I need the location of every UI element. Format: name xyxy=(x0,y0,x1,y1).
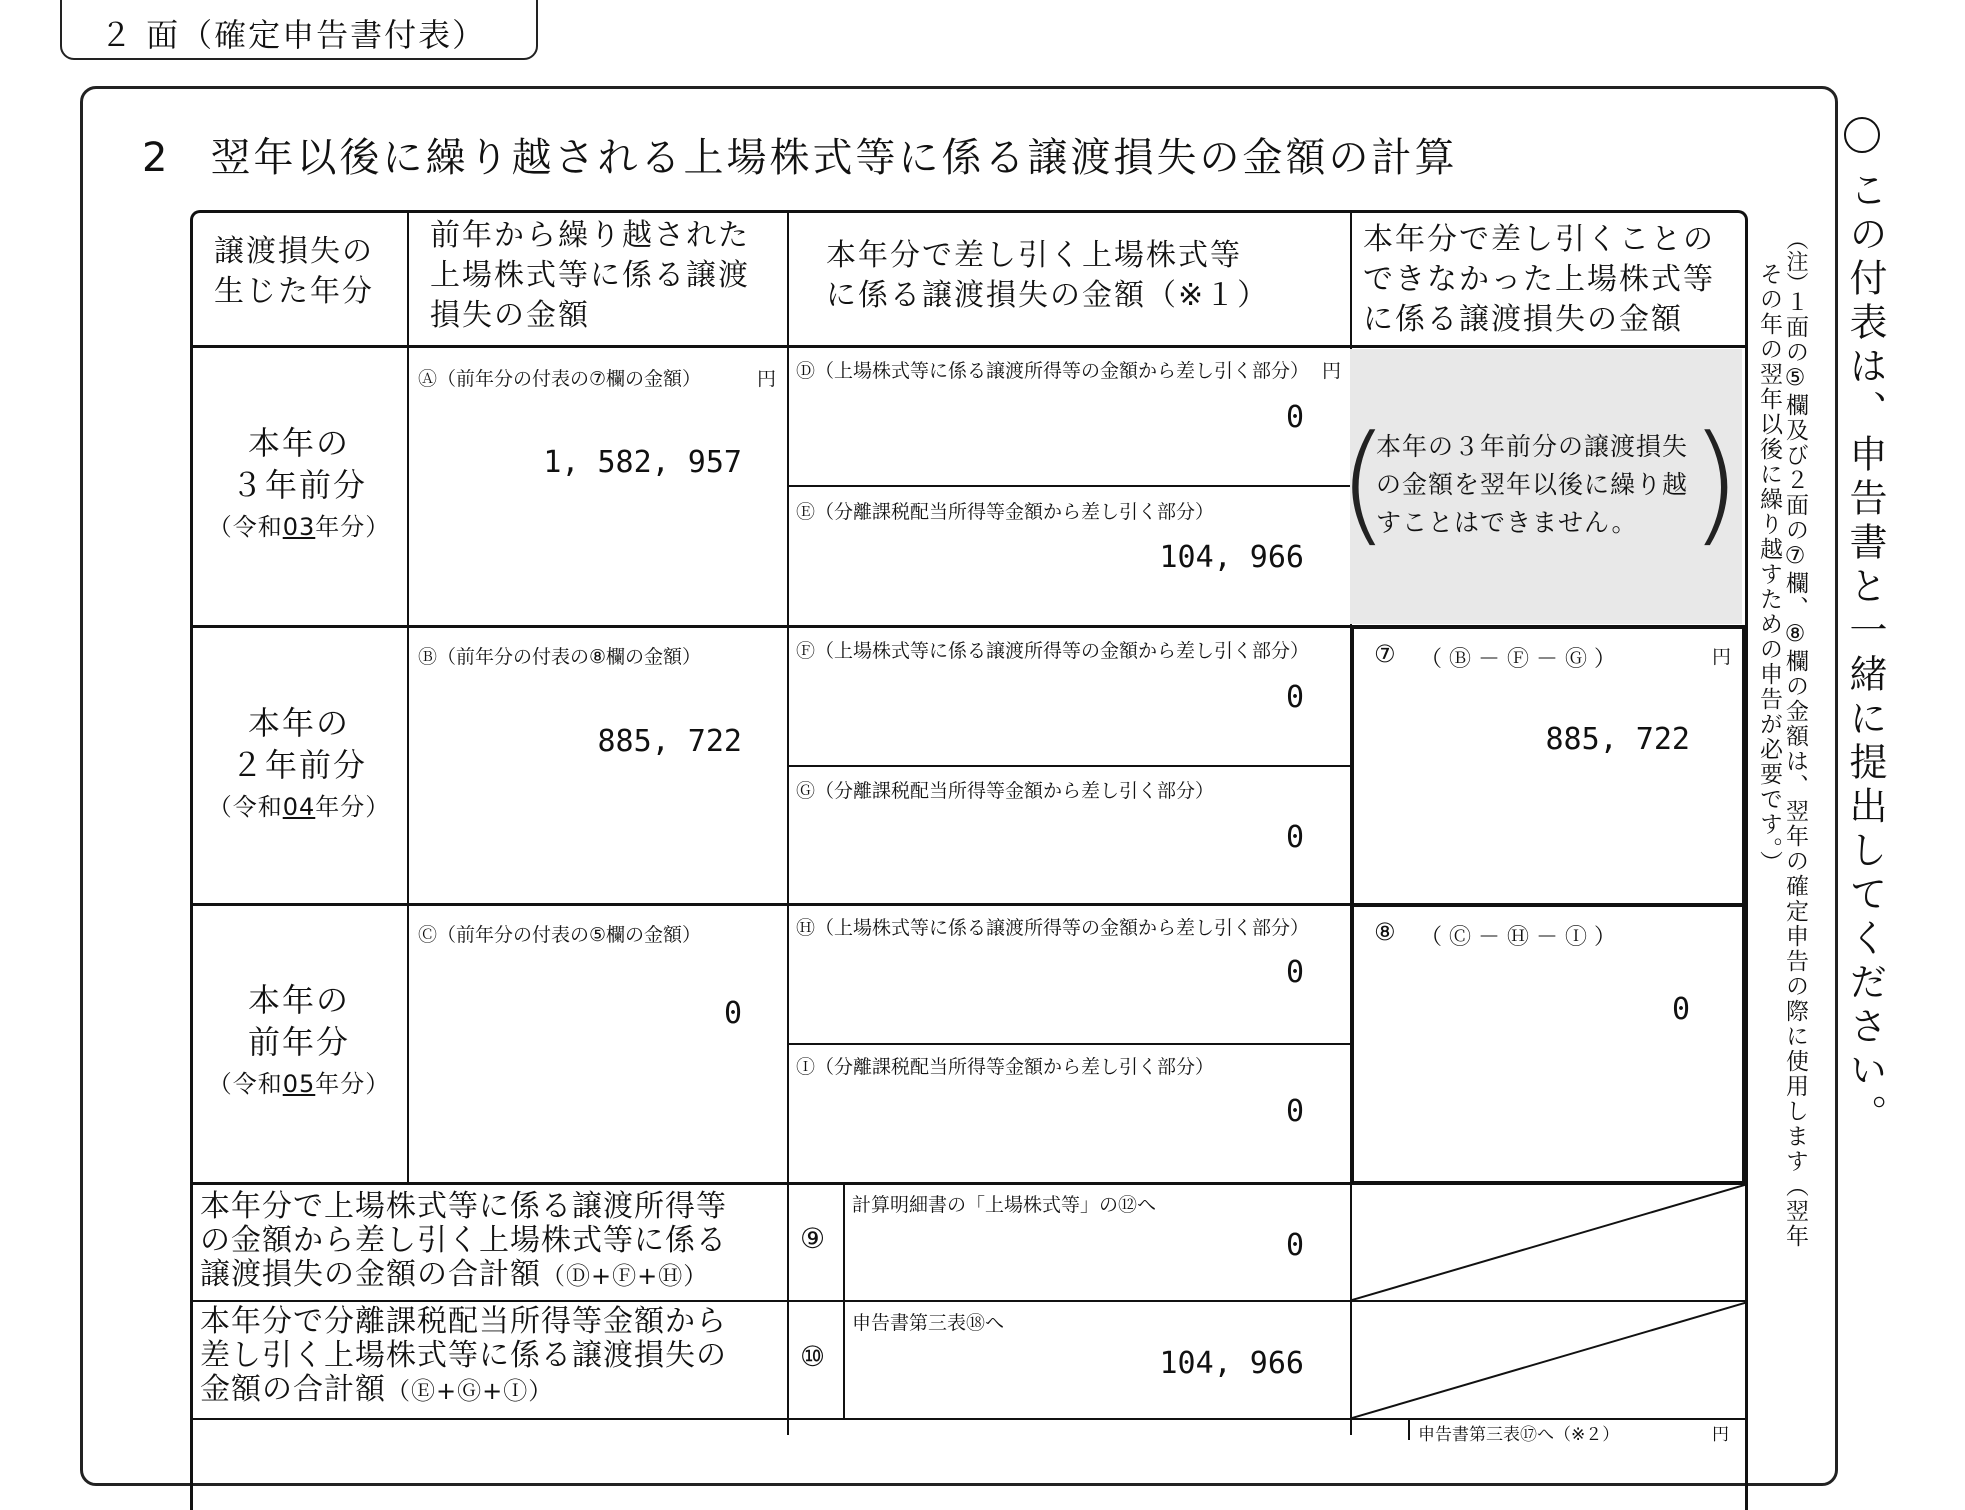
remain-formula-8: （ Ⓒ － Ⓗ － Ⓘ ） xyxy=(1420,925,1616,950)
yen-partial: 円 xyxy=(1712,1425,1729,1445)
carry-value-a: 1, 582, 957 xyxy=(543,445,742,480)
col2-divider xyxy=(787,210,789,1435)
deduct-caption-h: Ⓗ（上場株式等に係る譲渡所得等の金額から差し引く部分） xyxy=(796,917,1310,939)
deduct-value-h: 0 xyxy=(1285,955,1304,990)
row1-sub-divider xyxy=(787,485,1352,487)
header-divider xyxy=(190,345,1748,348)
no-carryover-note: 本年の３年前分の譲渡損失 の金額を翌年以後に繰り越 すことはできません。 xyxy=(1376,432,1689,537)
remain-value-7: 885, 722 xyxy=(1545,722,1690,757)
deduct-value-i: 0 xyxy=(1285,1094,1304,1129)
row2-sub-divider xyxy=(787,765,1352,767)
remain-formula-7: （ Ⓑ － Ⓕ － Ⓖ ） xyxy=(1420,647,1616,672)
deduct-caption-d: Ⓓ（上場株式等に係る譲渡所得等の金額から差し引く部分） xyxy=(796,360,1310,382)
row3-sub-divider xyxy=(787,1043,1352,1045)
right-paren: ) xyxy=(1690,407,1741,559)
yen-d: 円 xyxy=(1322,360,1342,382)
sum-num-10: ⑩ xyxy=(800,1340,826,1373)
carry-caption-c: Ⓒ（前年分の付表の⑤欄の金額） xyxy=(418,924,702,946)
sum-caption-10: 申告書第三表⑱へ xyxy=(852,1312,1005,1334)
deduct-caption-g: Ⓖ（分離課税配当所得等金額から差し引く部分） xyxy=(796,780,1215,802)
sum-value-10: 104, 966 xyxy=(1159,1346,1304,1381)
deduct-caption-i: Ⓘ（分離課税配当所得等金額から差し引く部分） xyxy=(796,1056,1215,1078)
circle-mark xyxy=(1844,117,1880,153)
row-label-prev-year: 本年の 前年分 （令和05年分） xyxy=(207,981,391,1098)
sum-value-9: 0 xyxy=(1285,1228,1304,1263)
section-title xyxy=(142,126,1457,183)
sum-row-9-strike xyxy=(1352,1184,1748,1300)
col1-divider xyxy=(407,210,409,1182)
side-note-head: （注） xyxy=(1783,228,1808,294)
header-deducted: 本年分で差し引く上場株式等 に係る譲渡損失の金額（※１） xyxy=(826,238,1270,313)
header-remaining: 本年分で差し引くことの できなかった上場株式等 に係る譲渡損失の金額 xyxy=(1363,222,1715,337)
sum-num-9: ⑨ xyxy=(800,1222,826,1255)
num-col-divider xyxy=(843,1182,845,1418)
header-title: ２ 面（確定申告書付表） xyxy=(100,16,487,54)
sum-label-10: 本年分で分離課税配当所得等金額から 差し引く上場株式等に係る譲渡損失の 金額の合計額（Ⓔ+Ⓖ+Ⓘ） xyxy=(200,1304,727,1407)
yen-a: 円 xyxy=(757,368,777,390)
header-carryover: 前年から繰り越された 上場株式等に係る譲渡 損失の金額 xyxy=(430,218,750,333)
carry-caption-a: Ⓐ（前年分の付表の⑦欄の金額） xyxy=(418,368,702,390)
remain-value-8: 0 xyxy=(1671,992,1690,1027)
remain-num-7: ⑦ xyxy=(1374,640,1396,668)
sum-row-10-strike xyxy=(1352,1302,1748,1418)
carry-value-c: 0 xyxy=(723,996,742,1031)
left-paren: ( xyxy=(1338,407,1389,559)
yen-7: 円 xyxy=(1712,646,1732,668)
row-label-3years: 本年の ３年前分 （令和03年分） xyxy=(207,424,391,541)
deduct-value-e: 104, 966 xyxy=(1159,540,1304,575)
side-note-ref: １面の⑤欄及び２面の⑦欄、⑧欄の金額は、翌年の確定申告の際に使用します（翌年 xyxy=(1782,290,1808,1249)
remain-num-8: ⑧ xyxy=(1374,918,1396,946)
sum-label-9: 本年分で上場株式等に係る譲渡所得等 の金額から差し引く上場株式等に係る 譲渡損失の金額の合計額（Ⓓ+Ⓕ+Ⓗ） xyxy=(200,1189,727,1292)
deduct-caption-f: Ⓕ（上場株式等に係る譲渡所得等の金額から差し引く部分） xyxy=(796,640,1310,662)
sum-caption-9: 計算明細書の「上場株式等」の⑫へ xyxy=(852,1194,1157,1216)
row3-divider xyxy=(190,1182,1352,1185)
deduct-caption-e: Ⓔ（分離課税配当所得等金額から差し引く部分） xyxy=(796,501,1215,523)
row-label-2years: 本年の ２年前分 （令和04年分） xyxy=(207,704,391,821)
deduct-value-g: 0 xyxy=(1285,820,1304,855)
row2-divider xyxy=(190,903,1352,906)
row1-divider xyxy=(190,625,1352,628)
section-number: 2 xyxy=(142,135,171,181)
partial-divider xyxy=(1408,1420,1410,1440)
carry-caption-b: Ⓑ（前年分の付表の⑧欄の金額） xyxy=(418,646,702,668)
header-year: 譲渡損失の 生じた年分 xyxy=(214,234,374,309)
side-note-body: その年の翌年以後に繰り越すための申告が必要です。） xyxy=(1756,262,1782,876)
partial-caption: 申告書第三表⑰へ（※２） xyxy=(1418,1425,1620,1445)
carry-value-b: 885, 722 xyxy=(597,724,742,759)
deduct-value-d: 0 xyxy=(1285,400,1304,435)
header-tab xyxy=(60,0,538,60)
section-title-text: 翌年以後に繰り越される上場株式等に係る譲渡損失の金額の計算 xyxy=(210,135,1458,181)
deduct-value-f: 0 xyxy=(1285,680,1304,715)
side-title: この付表は、申告書と一緒に提出してください。 xyxy=(1843,170,1887,1138)
